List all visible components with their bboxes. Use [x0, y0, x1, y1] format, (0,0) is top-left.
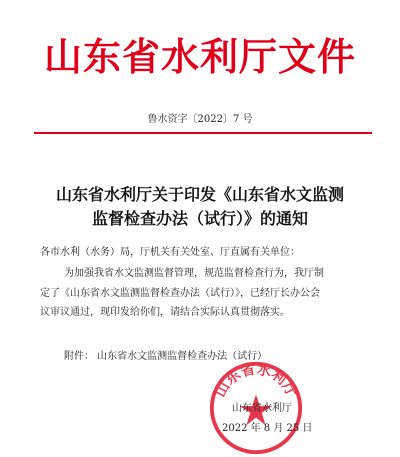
document-header-title: 山东省水利厅文件 — [43, 35, 356, 79]
notice-title-line1: 山东省水利厅关于印发《山东省水文监测 — [55, 185, 344, 204]
body-paragraph-line1: 为加强我省水文监测监督管理，规范监督检查行为，我厅制 — [64, 268, 324, 279]
document-number: 鲁水资字〔2022〕7 号 — [147, 114, 253, 125]
seal-text: 山东省水利厅 — [212, 361, 300, 400]
issuer-signature: 山东省水利厅 — [232, 403, 292, 414]
issue-date: 2022 年 8 月 25 日 — [222, 423, 313, 434]
addressee: 各市水利（水务）局，厅机关有关处室、厅直属有关单位： — [40, 247, 300, 258]
notice-title-line2: 监督检查办法（试行）》的通知 — [91, 209, 308, 228]
body-paragraph-line3: 议审议通过，现印发给你们，请结合实际认真贯彻落实。 — [40, 307, 290, 318]
svg-text:山东省水利厅 — [212, 361, 301, 401]
red-separator-line — [34, 132, 372, 134]
body-paragraph-line2: 定了《山东省水文监测监督检查办法（试行）》，已经厅长办公会 — [40, 288, 320, 299]
attachment-line: 附件： 山东省水文监测监督检查办法（试行） — [64, 351, 268, 362]
